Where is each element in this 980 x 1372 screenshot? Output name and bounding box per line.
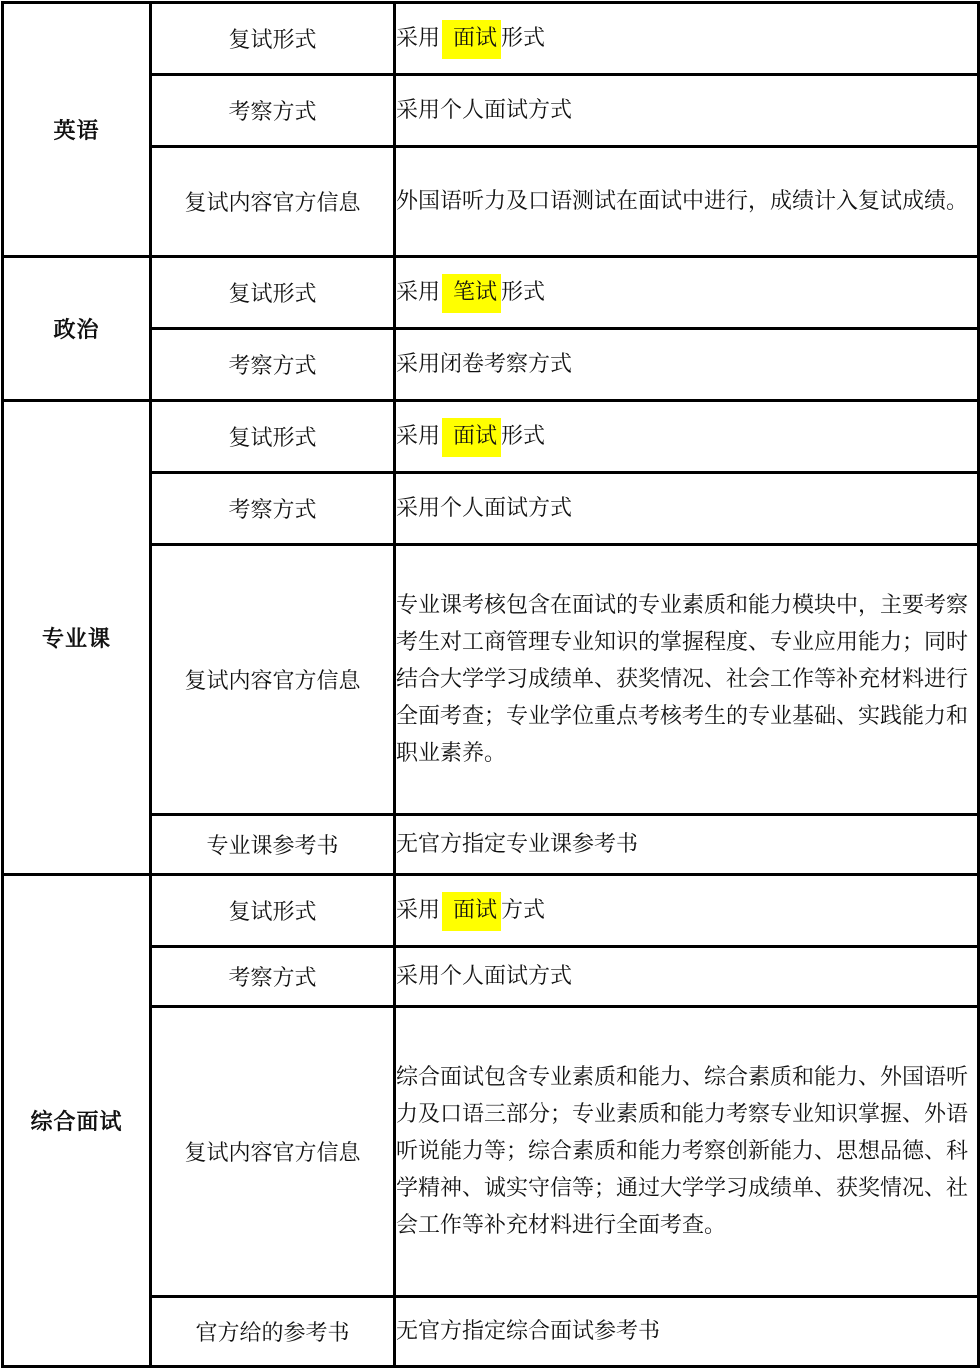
row-value: 无官方指定专业课参考书 <box>395 815 979 875</box>
row-label: 复试形式 <box>151 257 395 329</box>
row-label: 专业课参考书 <box>151 815 395 875</box>
row-value: 综合面试包含专业素质和能力、综合素质和能力、外国语听力及口语三部分；专业素质和能力考察专业知识掌握、外语听说能力等；综合素质和能力考察创新能力、思想品德、科学精神、诚实守信等；通过大学学习成绩单、获奖情况、社会工作等补充材料进行全面考查。 <box>395 1007 979 1297</box>
row-label: 考察方式 <box>151 473 395 545</box>
row-value <box>395 257 979 329</box>
row-label: 考察方式 <box>151 75 395 147</box>
table-row <box>3 401 979 473</box>
subject-major-course: 专业课 <box>3 401 151 875</box>
table-row <box>3 257 979 329</box>
highlight-mark: 面试 <box>442 20 501 59</box>
value-suffix: 方式 <box>501 898 546 923</box>
row-label: 复试形式 <box>151 3 395 75</box>
highlight-mark: 面试 <box>442 418 501 457</box>
row-label: 考察方式 <box>151 947 395 1007</box>
value-suffix: 形式 <box>501 26 546 51</box>
value-prefix: 采用 <box>396 424 441 449</box>
row-value <box>395 3 979 75</box>
subject-politics: 政治 <box>3 257 151 401</box>
subject-comprehensive-interview: 综合面试 <box>3 875 151 1367</box>
row-label: 考察方式 <box>151 329 395 401</box>
row-value <box>395 875 979 947</box>
value-prefix: 采用 <box>396 280 441 305</box>
row-value: 采用个人面试方式 <box>395 75 979 147</box>
row-value <box>395 401 979 473</box>
row-value: 专业课考核包含在面试的专业素质和能力模块中，主要考察考生对工商管理专业知识的掌握程度、专业应用能力；同时结合大学学习成绩单、获奖情况、社会工作等补充材料进行全面考查；专业学位重点考核考生的专业基础、实践能力和职业素养。 <box>395 545 979 815</box>
row-value: 采用闭卷考察方式 <box>395 329 979 401</box>
row-label: 复试内容官方信息 <box>151 1007 395 1297</box>
value-prefix: 采用 <box>396 26 441 51</box>
row-label: 复试内容官方信息 <box>151 545 395 815</box>
row-label: 复试形式 <box>151 401 395 473</box>
row-label: 复试形式 <box>151 875 395 947</box>
highlight-mark: 面试 <box>442 892 501 931</box>
subject-english: 英语 <box>3 3 151 257</box>
row-value: 采用个人面试方式 <box>395 473 979 545</box>
row-value: 采用个人面试方式 <box>395 947 979 1007</box>
value-suffix: 形式 <box>501 280 546 305</box>
row-label: 官方给的参考书 <box>151 1297 395 1367</box>
row-label: 复试内容官方信息 <box>151 147 395 257</box>
value-suffix: 形式 <box>501 424 546 449</box>
row-value: 外国语听力及口语测试在面试中进行，成绩计入复试成绩。 <box>395 147 979 257</box>
retest-info-table <box>1 1 980 1368</box>
value-prefix: 采用 <box>396 898 441 923</box>
highlight-mark: 笔试 <box>442 274 501 313</box>
table-row <box>3 3 979 75</box>
table-row <box>3 875 979 947</box>
row-value: 无官方指定综合面试参考书 <box>395 1297 979 1367</box>
